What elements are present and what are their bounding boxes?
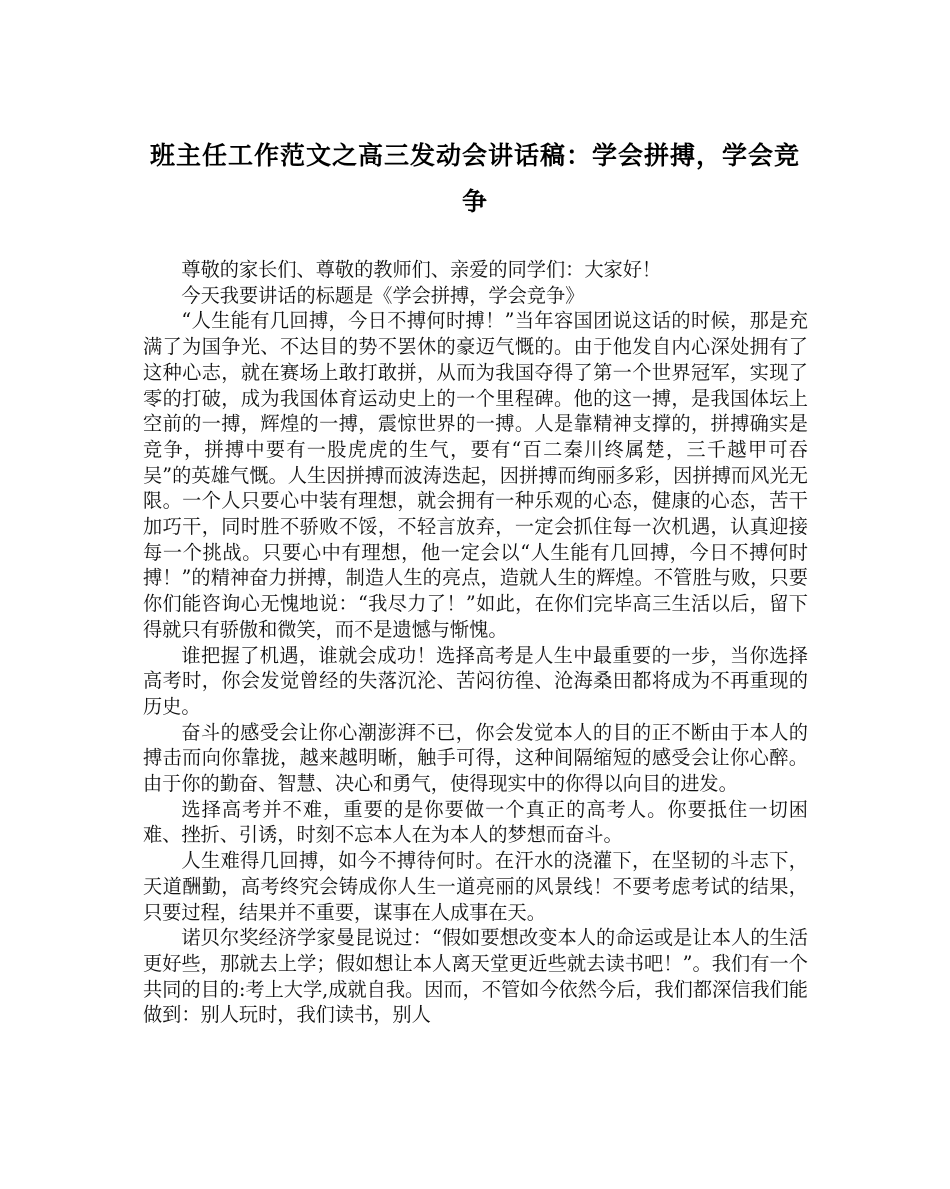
- paragraph-struggle: 奋斗的感受会让你心潮澎湃不已，你会发觉本人的目的正不断由于本人的搏击而向你靠拢，越来越明晰，触手可得，这种间隔缩短的感受会让你心醉。由于你的勤奋、智慧、决心和勇气，使得现实中的你得以向目的进发。: [143, 720, 808, 796]
- document-title: 班主任工作范文之高三发动会讲话稿：学会拼搏，学会竞争: [149, 141, 800, 216]
- paragraph-mankiw-quote: 诺贝尔奖经济学家曼昆说过：“假如要想改变本人的命运或是让本人的生活更好些，那就去上学；假如想让本人离天堂更近些就去读书吧！”。我们有一个共同的目的:考上大学,成就自我。因而，不管如今依然今后，我们都深信我们能做到：别人玩时，我们读书，别人: [143, 926, 808, 1027]
- document-body: [143, 257, 808, 1028]
- paragraph-opportunity: 谁把握了机遇，谁就会成功！选择高考是人生中最重要的一步，当你选择高考时，你会发觉曾经的失落沉沦、苦闷彷徨、沧海桑田都将成为不再重现的历史。: [143, 643, 808, 718]
- paragraph-choose-exam: 选择高考并不难，重要的是你要做一个真正的高考人。你要抵住一切困难、挫折、引诱，时刻不忘本人在为本人的梦想而奋斗。: [143, 797, 808, 847]
- paragraph-rong-guotuan: “人生能有几回搏，今日不搏何时搏！”当年容国团说这话的时候，那是充满了为国争光、不达目的势不罢休的豪迈气慨的。由于他发自内心深处拥有了这种心志，就在赛场上敢打敢拼，从而为我国夺得了第一个世界冠军，实现了零的打破，成为我国体育运动史上的一个里程碑。他的这一搏，是我国体坛上空前的一搏，辉煌的一搏，震惊世界的一搏。人是靠精神支撑的，拼搏确实是竞争，拼搏中要有一股虎虎的生气，要有“百二秦川终属楚，三千越甲可吞吴”的英雄气慨。人生因拼搏而波涛迭起，因拼搏而绚丽多彩，因拼搏而风光无限。一个人只要心中装有理想，就会拥有一种乐观的心态，健康的心态，苦干加巧干，同时胜不骄败不馁，不轻言放弃，一定会抓住每一次机遇，认真迎接每一个挑战。只要心中有理想，他一定会以“人生能有几回搏，今日不搏何时搏！”的精神奋力拼搏，制造人生的亮点，造就人生的辉煌。不管胜与败，只要你们能咨询心无愧地说：“我尽力了！”如此，在你们完毕高三生活以后，留下得就只有骄傲和微笑，而不是遗憾与惭愧。: [143, 309, 808, 641]
- paragraph-greeting: 尊敬的家长们、尊敬的教师们、亲爱的同学们：大家好！: [181, 258, 662, 281]
- paragraph-topic: 今天我要讲话的标题是《学会拼搏，学会竞争》: [181, 283, 585, 307]
- paragraph-life-strive: 人生难得几回搏，如今不搏待何时。在汗水的浇灌下，在坚韧的斗志下，天道酬勤，高考终究会铸成你人生一道亮丽的风景线！不要考虑考试的结果，只要过程，结果并不重要，谋事在人成事在天。: [143, 849, 808, 924]
